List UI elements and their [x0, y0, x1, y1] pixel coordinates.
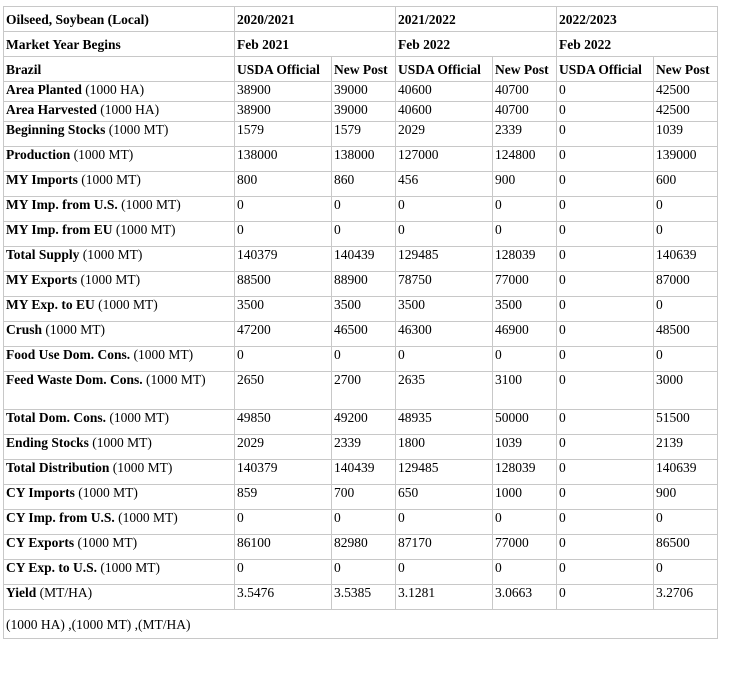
year-begins: Feb 2021 — [235, 32, 396, 57]
table-cell: 78750 — [396, 272, 493, 297]
table-row — [4, 172, 718, 197]
row-label — [4, 82, 235, 102]
table-cell: 128039 — [493, 247, 557, 272]
table-cell: 140639 — [654, 460, 718, 485]
table-row — [4, 272, 718, 297]
table-row — [4, 122, 718, 147]
table-row — [4, 322, 718, 347]
table-cell: 0 — [557, 585, 654, 610]
table-cell: 39000 — [332, 82, 396, 102]
row-unit: (1000 HA) — [100, 102, 160, 117]
table-cell: 47200 — [235, 322, 332, 347]
row-unit: (1000 MT) — [133, 347, 194, 362]
row-unit: (1000 MT) — [73, 147, 134, 162]
table-cell: 82980 — [332, 535, 396, 560]
row-label — [4, 347, 235, 372]
table-cell: 40700 — [493, 102, 557, 122]
table-row — [4, 460, 718, 485]
table-cell: 0 — [654, 560, 718, 585]
row-name: Crush — [6, 322, 43, 337]
table-cell: 86500 — [654, 535, 718, 560]
table-cell: 3.5385 — [332, 585, 396, 610]
row-name: MY Imp. from U.S. — [6, 197, 118, 212]
table-cell: 49200 — [332, 410, 396, 435]
header-row-columns — [4, 57, 718, 82]
table-cell: 0 — [557, 122, 654, 147]
table-cell: 140439 — [332, 247, 396, 272]
table-row — [4, 297, 718, 322]
table-cell: 0 — [557, 372, 654, 410]
table-cell: 87170 — [396, 535, 493, 560]
row-label — [4, 585, 235, 610]
col-usda-header: USDA Official — [396, 57, 493, 82]
row-label — [4, 297, 235, 322]
table-cell: 3000 — [654, 372, 718, 410]
table-cell: 1000 — [493, 485, 557, 510]
table-cell: 0 — [493, 197, 557, 222]
table-cell: 40600 — [396, 82, 493, 102]
table-cell: 0 — [557, 272, 654, 297]
table-cell: 1039 — [654, 122, 718, 147]
commodity-label: Oilseed, Soybean (Local) — [4, 7, 235, 32]
table-row — [4, 560, 718, 585]
table-cell: 0 — [557, 247, 654, 272]
table-row — [4, 485, 718, 510]
row-label — [4, 247, 235, 272]
table-cell: 1579 — [332, 122, 396, 147]
header-row-years — [4, 7, 718, 32]
table-cell: 0 — [332, 222, 396, 247]
row-label — [4, 147, 235, 172]
table-cell: 129485 — [396, 460, 493, 485]
table-cell: 3500 — [332, 297, 396, 322]
table-cell: 0 — [557, 102, 654, 122]
table-cell: 0 — [557, 510, 654, 535]
table-cell: 127000 — [396, 147, 493, 172]
table-cell: 0 — [557, 322, 654, 347]
table-cell: 0 — [654, 197, 718, 222]
row-name: Production — [6, 147, 71, 162]
year-header: 2022/2023 — [557, 7, 718, 32]
table-row — [4, 535, 718, 560]
table-cell: 42500 — [654, 82, 718, 102]
table-cell: 0 — [557, 435, 654, 460]
table-cell: 124800 — [493, 147, 557, 172]
col-usda-header: USDA Official — [557, 57, 654, 82]
table-cell: 3.5476 — [235, 585, 332, 610]
table-cell: 2139 — [654, 435, 718, 460]
table-cell: 40600 — [396, 102, 493, 122]
table-cell: 0 — [396, 510, 493, 535]
row-unit: (1000 MT) — [98, 297, 158, 312]
table-cell: 2700 — [332, 372, 396, 410]
row-label — [4, 272, 235, 297]
table-cell: 0 — [557, 197, 654, 222]
row-unit: (1000 MT) — [112, 460, 173, 475]
table-row — [4, 102, 718, 122]
table-cell: 600 — [654, 172, 718, 197]
table-cell: 2339 — [332, 435, 396, 460]
table-row — [4, 435, 718, 460]
table-cell: 42500 — [654, 102, 718, 122]
table-cell: 39000 — [332, 102, 396, 122]
table-cell: 0 — [557, 222, 654, 247]
row-unit: (1000 MT) — [45, 322, 106, 337]
table-row — [4, 585, 718, 610]
table-cell: 38900 — [235, 82, 332, 102]
table-cell: 0 — [493, 560, 557, 585]
row-name: MY Exp. to EU — [6, 297, 95, 312]
row-unit: (1000 MT) — [100, 560, 161, 575]
row-label — [4, 102, 235, 122]
table-cell: 3100 — [493, 372, 557, 410]
row-name: CY Exports — [6, 535, 75, 550]
table-cell: 138000 — [332, 147, 396, 172]
row-name: CY Imports — [6, 485, 75, 500]
table-cell: 860 — [332, 172, 396, 197]
table-cell: 0 — [557, 535, 654, 560]
table-cell: 700 — [332, 485, 396, 510]
col-usda-header: USDA Official — [235, 57, 332, 82]
table-body — [4, 82, 718, 610]
table-cell: 0 — [396, 347, 493, 372]
table-cell: 0 — [557, 410, 654, 435]
row-name: Yield — [6, 585, 37, 600]
table-cell: 650 — [396, 485, 493, 510]
year-begins: Feb 2022 — [557, 32, 718, 57]
table-row — [4, 247, 718, 272]
table-cell: 0 — [493, 347, 557, 372]
table-row — [4, 82, 718, 102]
table-cell: 3.0663 — [493, 585, 557, 610]
table-cell: 900 — [493, 172, 557, 197]
table-cell: 0 — [557, 347, 654, 372]
row-name: Area Planted — [6, 82, 82, 97]
table-cell: 48935 — [396, 410, 493, 435]
year-header: 2021/2022 — [396, 7, 557, 32]
table-cell: 138000 — [235, 147, 332, 172]
row-name: MY Imp. from EU — [6, 222, 113, 237]
row-unit: (1000 MT) — [78, 485, 138, 500]
table-cell: 0 — [235, 222, 332, 247]
table-cell: 139000 — [654, 147, 718, 172]
table-row — [4, 147, 718, 172]
table-cell: 0 — [235, 347, 332, 372]
table-cell: 0 — [557, 297, 654, 322]
table-cell: 46500 — [332, 322, 396, 347]
table-cell: 0 — [235, 197, 332, 222]
row-name: Ending Stocks — [6, 435, 89, 450]
table-cell: 49850 — [235, 410, 332, 435]
table-cell: 0 — [235, 560, 332, 585]
table-cell: 46900 — [493, 322, 557, 347]
col-post-header: New Post — [654, 57, 718, 82]
row-unit: (1000 MT) — [92, 435, 152, 450]
table-cell: 0 — [557, 82, 654, 102]
table-cell: 0 — [332, 347, 396, 372]
row-label — [4, 172, 235, 197]
row-unit: (1000 MT) — [77, 535, 138, 550]
table-cell: 3500 — [396, 297, 493, 322]
table-cell: 3500 — [235, 297, 332, 322]
table-cell: 1579 — [235, 122, 332, 147]
table-cell: 140379 — [235, 460, 332, 485]
table-cell: 51500 — [654, 410, 718, 435]
footnote: (1000 HA) ,(1000 MT) ,(MT/HA) — [4, 610, 718, 639]
row-label — [4, 535, 235, 560]
table-row — [4, 197, 718, 222]
table-cell: 800 — [235, 172, 332, 197]
row-name: MY Exports — [6, 272, 78, 287]
table-cell: 2029 — [396, 122, 493, 147]
year-begins: Feb 2022 — [396, 32, 557, 57]
row-unit: (1000 MT) — [108, 122, 169, 137]
table-cell: 129485 — [396, 247, 493, 272]
table-cell: 0 — [332, 197, 396, 222]
row-label — [4, 435, 235, 460]
col-post-header: New Post — [493, 57, 557, 82]
table-cell: 0 — [654, 347, 718, 372]
psd-table — [3, 6, 718, 639]
table-row — [4, 410, 718, 435]
table-cell: 0 — [557, 485, 654, 510]
table-cell: 0 — [332, 560, 396, 585]
table-cell: 1039 — [493, 435, 557, 460]
table-row — [4, 510, 718, 535]
table-cell: 40700 — [493, 82, 557, 102]
table-cell: 0 — [396, 197, 493, 222]
table-cell: 86100 — [235, 535, 332, 560]
table-row — [4, 347, 718, 372]
market-year-label: Market Year Begins — [4, 32, 235, 57]
row-name: CY Imp. from U.S. — [6, 510, 115, 525]
row-label — [4, 372, 235, 410]
table-cell: 2029 — [235, 435, 332, 460]
table-cell: 0 — [493, 510, 557, 535]
row-label — [4, 510, 235, 535]
table-cell: 900 — [654, 485, 718, 510]
table-cell: 0 — [396, 560, 493, 585]
table-cell: 2650 — [235, 372, 332, 410]
row-unit: (1000 MT) — [80, 272, 141, 287]
row-label — [4, 410, 235, 435]
table-cell: 128039 — [493, 460, 557, 485]
row-name: Food Use Dom. Cons. — [6, 347, 131, 362]
table-cell: 0 — [557, 560, 654, 585]
row-unit: (1000 MT) — [121, 197, 181, 212]
table-cell: 0 — [557, 172, 654, 197]
footnote-row — [4, 610, 718, 639]
table-cell: 0 — [396, 222, 493, 247]
row-unit: (1000 MT) — [115, 222, 176, 237]
row-unit: (1000 MT) — [82, 247, 143, 262]
row-label — [4, 560, 235, 585]
table-cell: 859 — [235, 485, 332, 510]
row-name: CY Exp. to U.S. — [6, 560, 98, 575]
header-row-begins — [4, 32, 718, 57]
table-cell: 2635 — [396, 372, 493, 410]
table-cell: 0 — [557, 147, 654, 172]
table-cell: 456 — [396, 172, 493, 197]
row-label — [4, 197, 235, 222]
row-label — [4, 485, 235, 510]
table-cell: 38900 — [235, 102, 332, 122]
country-label: Brazil — [4, 57, 235, 82]
table-cell: 2339 — [493, 122, 557, 147]
row-name: Total Supply — [6, 247, 80, 262]
table-cell: 3500 — [493, 297, 557, 322]
table-cell: 50000 — [493, 410, 557, 435]
row-name: MY Imports — [6, 172, 78, 187]
row-unit: (1000 MT) — [81, 172, 141, 187]
table-cell: 87000 — [654, 272, 718, 297]
table-cell: 77000 — [493, 272, 557, 297]
table-cell: 0 — [493, 222, 557, 247]
table-cell: 0 — [332, 510, 396, 535]
table-cell: 0 — [654, 510, 718, 535]
row-unit: (MT/HA) — [39, 585, 93, 600]
table-cell: 0 — [654, 297, 718, 322]
table-row — [4, 372, 718, 410]
table-cell: 88900 — [332, 272, 396, 297]
table-cell: 140439 — [332, 460, 396, 485]
table-cell: 0 — [235, 510, 332, 535]
row-name: Total Dom. Cons. — [6, 410, 107, 425]
table-cell: 1800 — [396, 435, 493, 460]
row-unit: (1000 MT) — [118, 510, 178, 525]
table-cell: 77000 — [493, 535, 557, 560]
table-cell: 140639 — [654, 247, 718, 272]
row-label — [4, 460, 235, 485]
col-post-header: New Post — [332, 57, 396, 82]
table-cell: 48500 — [654, 322, 718, 347]
table-cell: 140379 — [235, 247, 332, 272]
table-cell: 88500 — [235, 272, 332, 297]
row-unit: (1000 MT) — [109, 410, 170, 425]
table-cell: 0 — [557, 460, 654, 485]
row-name: Feed Waste Dom. Cons. — [6, 372, 143, 387]
row-label — [4, 222, 235, 247]
table-cell: 3.2706 — [654, 585, 718, 610]
row-unit: (1000 MT) — [146, 372, 206, 387]
row-label — [4, 122, 235, 147]
row-label — [4, 322, 235, 347]
year-header: 2020/2021 — [235, 7, 396, 32]
row-name: Beginning Stocks — [6, 122, 106, 137]
row-name: Area Harvested — [6, 102, 97, 117]
table-cell: 3.1281 — [396, 585, 493, 610]
row-unit: (1000 HA) — [85, 82, 145, 97]
table-cell: 46300 — [396, 322, 493, 347]
row-name: Total Distribution — [6, 460, 110, 475]
table-row — [4, 222, 718, 247]
table-cell: 0 — [654, 222, 718, 247]
